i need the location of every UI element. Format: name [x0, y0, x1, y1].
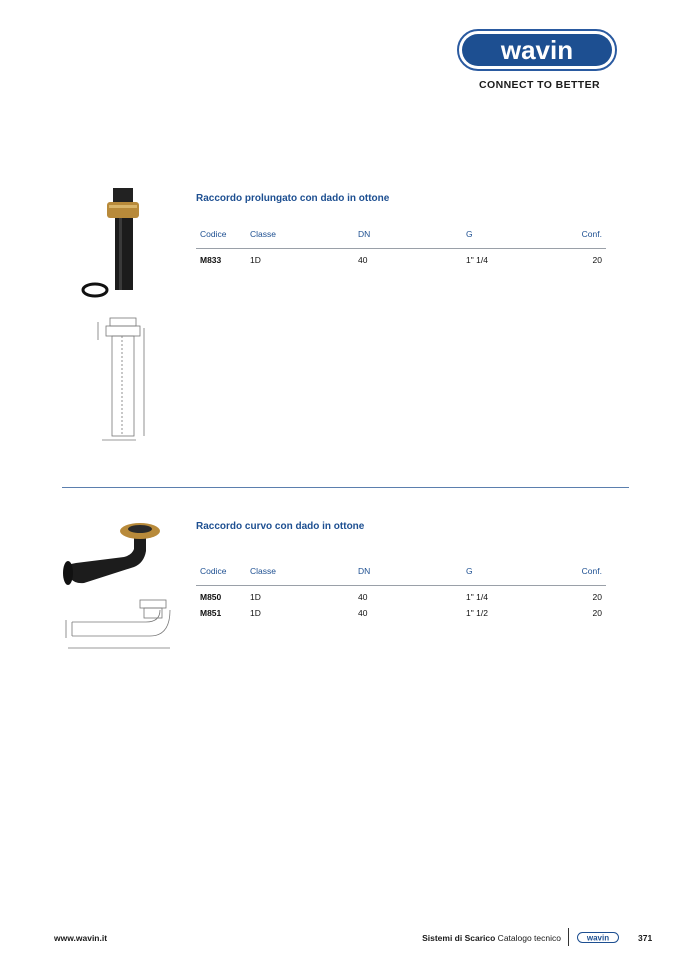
col-g: G	[466, 566, 473, 576]
tagline: CONNECT TO BETTER	[479, 79, 600, 91]
cell-conf: 20	[592, 608, 602, 618]
extended-fitting-drawing	[92, 310, 162, 442]
curved-fitting-drawing	[62, 596, 178, 654]
svg-text:wavin: wavin	[586, 933, 610, 943]
table-header	[196, 229, 606, 249]
product-table-2	[196, 566, 606, 624]
cell-conf: 20	[592, 255, 602, 265]
col-conf: Conf.	[581, 566, 602, 576]
footer-separator	[568, 928, 569, 946]
cell-classe: 1D	[250, 608, 261, 618]
cell-conf: 20	[592, 592, 602, 602]
col-codice: Codice	[200, 566, 227, 576]
product-table-1	[196, 229, 606, 271]
catalog-bold: Sistemi di Scarico	[422, 933, 496, 943]
table-row	[196, 592, 606, 608]
col-dn: DN	[358, 566, 371, 576]
col-conf: Conf.	[581, 229, 602, 239]
catalog-rest: Catalogo tecnico	[495, 933, 561, 943]
cell-dn: 40	[358, 255, 368, 265]
footer-wavin-logo	[577, 932, 619, 943]
cell-g: 1" 1/4	[466, 592, 488, 602]
cell-codice: M850	[200, 592, 222, 602]
wavin-logo	[457, 29, 617, 71]
table-row	[196, 255, 606, 271]
cell-g: 1" 1/2	[466, 608, 488, 618]
product-title-2: Raccordo curvo con dado in ottone	[196, 521, 365, 532]
page-number: 371	[638, 933, 653, 943]
extended-fitting-photo	[79, 186, 159, 306]
table-header	[196, 566, 606, 586]
table-row	[196, 608, 606, 624]
cell-classe: 1D	[250, 592, 261, 602]
product-title-1: Raccordo prolungato con dado in ottone	[196, 193, 390, 204]
col-g: G	[466, 229, 473, 239]
footer-url-link[interactable]: www.wavin.it	[54, 933, 108, 943]
col-codice: Codice	[200, 229, 227, 239]
svg-text:wavin: wavin	[500, 35, 574, 65]
col-dn: DN	[358, 229, 371, 239]
cell-dn: 40	[358, 608, 368, 618]
cell-codice: M833	[200, 255, 222, 265]
footer-catalog-title	[0, 933, 561, 943]
cell-classe: 1D	[250, 255, 261, 265]
cell-codice: M851	[200, 608, 222, 618]
col-classe: Classe	[250, 566, 276, 576]
cell-dn: 40	[358, 592, 368, 602]
section-divider	[62, 487, 629, 488]
col-classe: Classe	[250, 229, 276, 239]
curved-fitting-photo	[60, 515, 170, 595]
cell-g: 1" 1/4	[466, 255, 488, 265]
